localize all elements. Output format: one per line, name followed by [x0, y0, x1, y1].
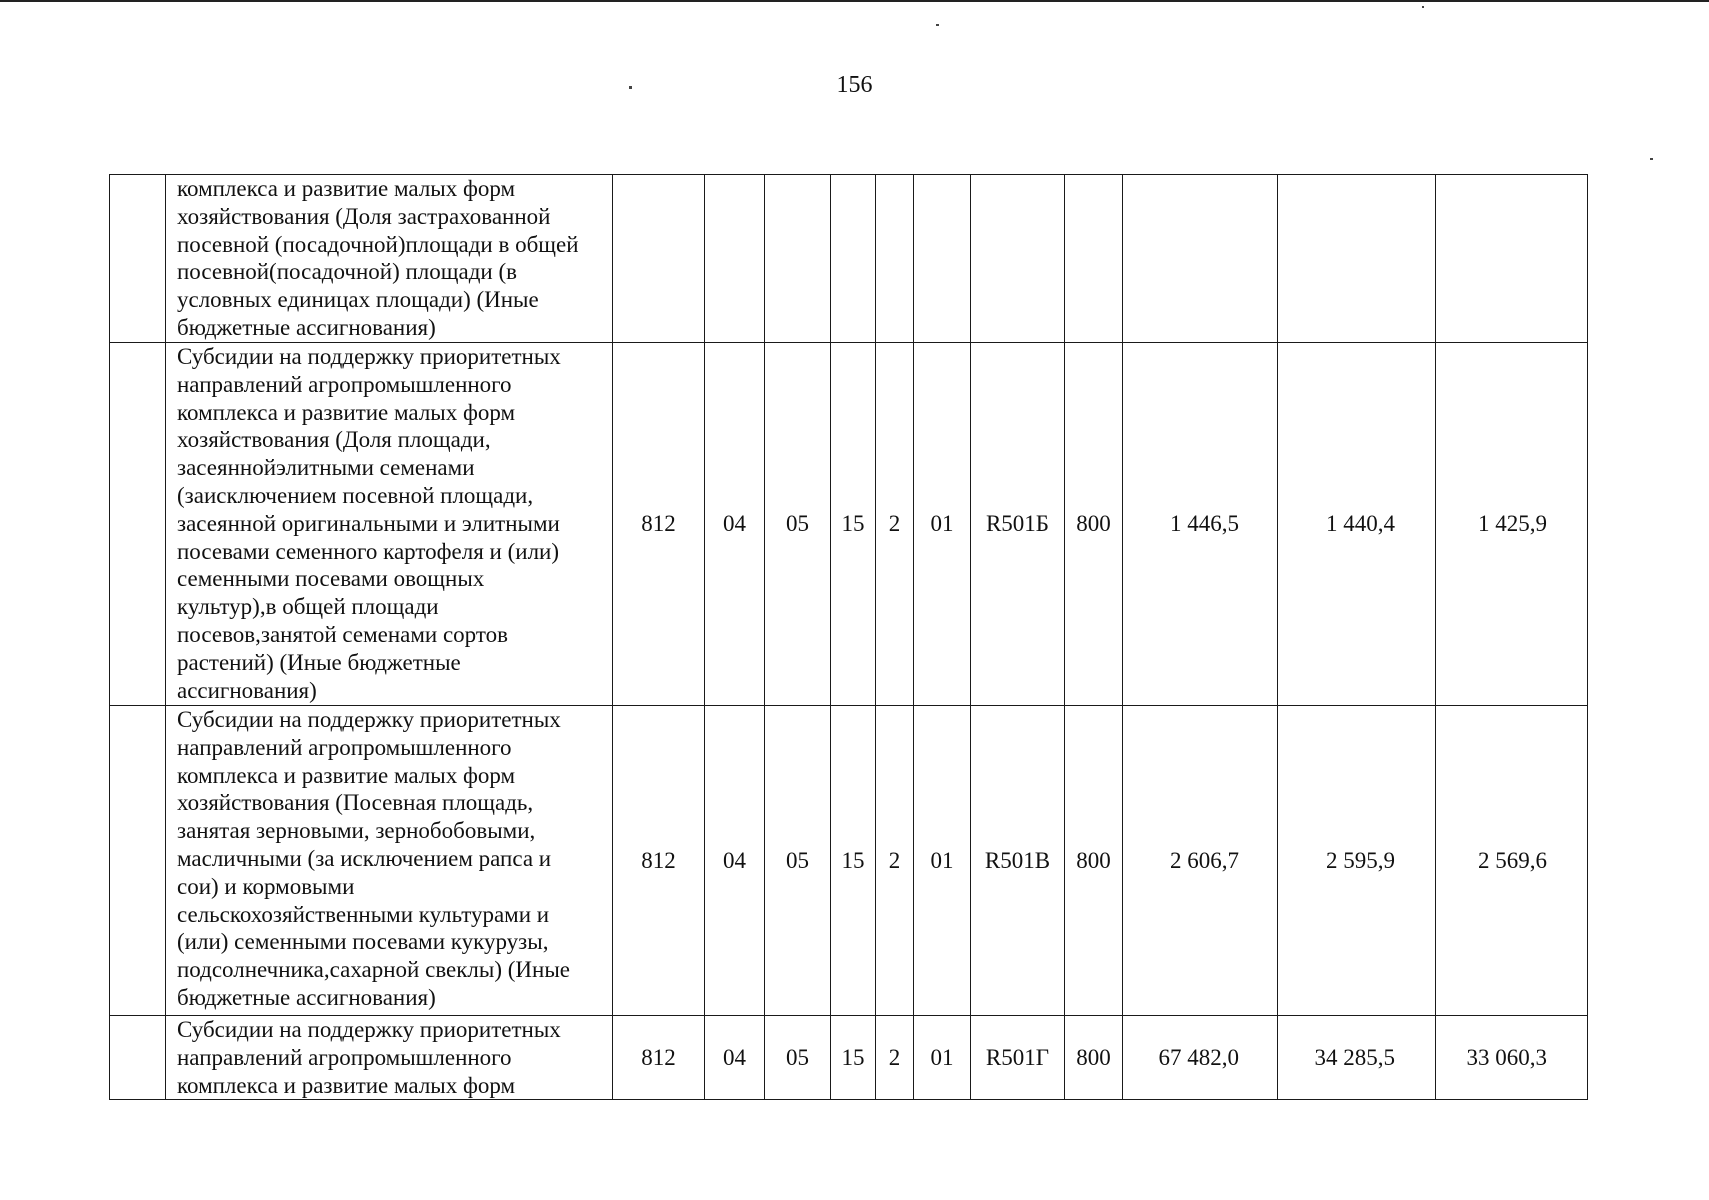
- expense-type-cell: [1065, 175, 1123, 343]
- scan-speck: [1650, 158, 1653, 160]
- ministry-code-cell: 812: [613, 706, 705, 1016]
- section-code-cell: 04: [705, 343, 765, 706]
- description-cell: комплекса и развитие малых форм хозяйствования (Доля застрахованной посевной (посадочной)площади в общей посевной(посадочной) площади (в условных единицах площади) (Иные бюджетные ассигнования): [166, 175, 613, 343]
- amount-year-3-cell: [1436, 175, 1588, 343]
- section-code-cell: 04: [705, 706, 765, 1016]
- scan-speck: [1422, 6, 1424, 8]
- subprogram-code-cell: 2: [876, 1016, 914, 1100]
- direction-code-cell: R501Б: [971, 343, 1065, 706]
- amount-year-2-cell: 2 595,9: [1278, 706, 1436, 1016]
- row-number-cell: [110, 343, 166, 706]
- top-scan-edge: [0, 0, 1709, 2]
- row-number-cell: [110, 706, 166, 1016]
- expense-type-cell: 800: [1065, 1016, 1123, 1100]
- row-number-cell: [110, 1016, 166, 1100]
- table-row: [110, 706, 1588, 1016]
- subsection-code-cell: 05: [765, 706, 831, 1016]
- direction-code-cell: [971, 175, 1065, 343]
- event-code-cell: 01: [914, 1016, 971, 1100]
- amount-year-3-cell: 33 060,3: [1436, 1016, 1588, 1100]
- page-number: 156: [836, 72, 873, 98]
- subsection-code-cell: 05: [765, 343, 831, 706]
- amount-year-1-cell: [1123, 175, 1278, 343]
- table-row: [110, 1016, 1588, 1100]
- expense-type-cell: 800: [1065, 343, 1123, 706]
- table-row: [110, 343, 1588, 706]
- amount-year-2-cell: 34 285,5: [1278, 1016, 1436, 1100]
- row-number-cell: [110, 175, 166, 343]
- ministry-code-cell: 812: [613, 1016, 705, 1100]
- subsection-code-cell: 05: [765, 1016, 831, 1100]
- program-code-cell: 15: [831, 1016, 876, 1100]
- ministry-code-cell: [613, 175, 705, 343]
- subprogram-code-cell: [876, 175, 914, 343]
- subprogram-code-cell: 2: [876, 343, 914, 706]
- event-code-cell: 01: [914, 343, 971, 706]
- program-code-cell: 15: [831, 706, 876, 1016]
- budget-table: [109, 174, 1588, 1100]
- section-code-cell: [705, 175, 765, 343]
- amount-year-1-cell: 67 482,0: [1123, 1016, 1278, 1100]
- amount-year-3-cell: 1 425,9: [1436, 343, 1588, 706]
- program-code-cell: [831, 175, 876, 343]
- amount-year-1-cell: 2 606,7: [1123, 706, 1278, 1016]
- amount-year-2-cell: 1 440,4: [1278, 343, 1436, 706]
- event-code-cell: [914, 175, 971, 343]
- ministry-code-cell: 812: [613, 343, 705, 706]
- description-cell: Субсидии на поддержку приоритетных направлений агропромышленного комплекса и развитие малых форм: [166, 1016, 613, 1100]
- subsection-code-cell: [765, 175, 831, 343]
- amount-year-3-cell: 2 569,6: [1436, 706, 1588, 1016]
- subprogram-code-cell: 2: [876, 706, 914, 1016]
- direction-code-cell: R501Г: [971, 1016, 1065, 1100]
- description-cell: Субсидии на поддержку приоритетных направлений агропромышленного комплекса и развитие малых форм хозяйствования (Посевная площадь, занятая зерновыми, зернобобовыми, масличными (за исключением рапса и сои) и кормовыми сельскохозяйственными культурами и (или) семенными посевами кукурузы, подсолнечника,сахарной свеклы) (Иные бюджетные ассигнования): [166, 706, 613, 1016]
- expense-type-cell: 800: [1065, 706, 1123, 1016]
- program-code-cell: 15: [831, 343, 876, 706]
- event-code-cell: 01: [914, 706, 971, 1016]
- amount-year-1-cell: 1 446,5: [1123, 343, 1278, 706]
- amount-year-2-cell: [1278, 175, 1436, 343]
- description-cell: Субсидии на поддержку приоритетных направлений агропромышленного комплекса и развитие малых форм хозяйствования (Доля площади, засеяннойэлитными семенами (заисключением посевной площади, засеянной оригинальными и элитными посевами семенного картофеля и (или) семенными посевами овощных культур),в общей площади посевов,занятой семенами сортов растений) (Иные бюджетные ассигнования): [166, 343, 613, 706]
- direction-code-cell: R501В: [971, 706, 1065, 1016]
- table-row: [110, 175, 1588, 343]
- scan-speck: [936, 24, 939, 26]
- section-code-cell: 04: [705, 1016, 765, 1100]
